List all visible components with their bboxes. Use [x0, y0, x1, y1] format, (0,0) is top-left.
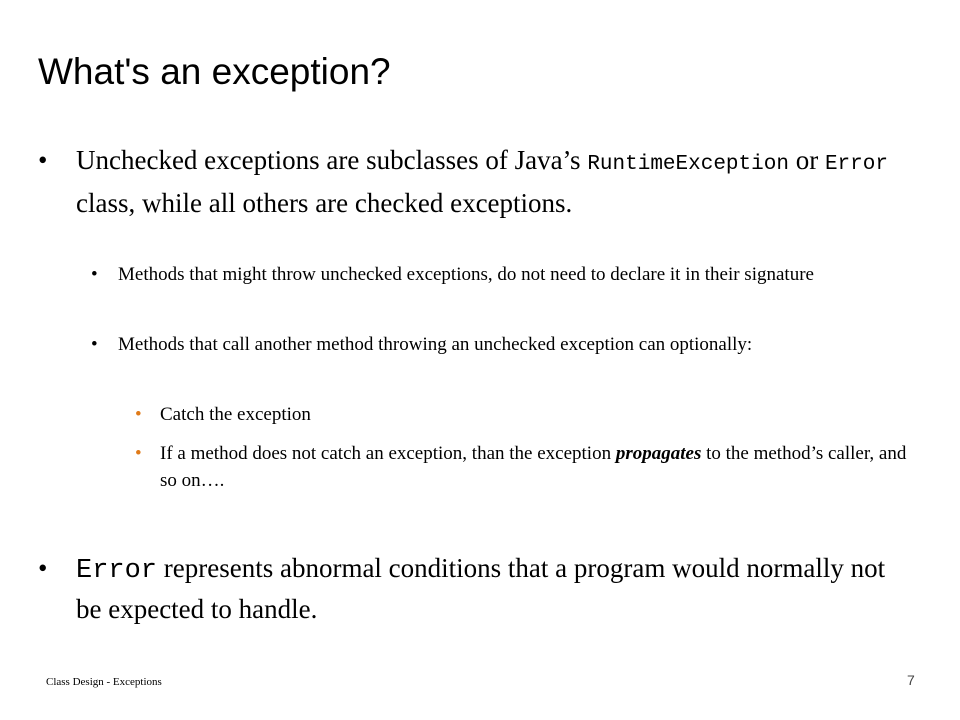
slide-title: What's an exception? [38, 51, 391, 92]
sub-bullet-call-optionally [91, 331, 924, 358]
bullet-icon: • [91, 334, 98, 355]
bullet-icon: • [38, 145, 48, 175]
sub-sub-bullet-propagates [135, 440, 924, 494]
bullet-error-abnormal [38, 549, 890, 628]
bullet-icon: • [38, 553, 48, 583]
sub-bullet-no-declare [91, 261, 924, 288]
bullet-text: Methods that call another method throwing an unchecked exception can optionally: [118, 334, 753, 355]
bullet-text: Catch the exception [160, 404, 311, 425]
code-error: Error [76, 556, 158, 586]
bullet-icon: • [135, 404, 142, 425]
emphasis-propagates: propagates [615, 443, 702, 464]
code-error: Error [824, 153, 888, 176]
code-runtimeexception: RuntimeException [587, 153, 789, 176]
bullet-icon: • [91, 264, 98, 285]
bullet-text: Methods that might throw unchecked exceptions, do not need to declare it in their signature [118, 264, 814, 285]
footer-label: Class Design - Exceptions [46, 676, 162, 688]
sub-sub-bullet-catch [135, 401, 924, 428]
bullet-text: Unchecked exceptions are subclasses of Java’s [76, 145, 588, 175]
bullet-icon: • [135, 443, 142, 464]
bullet-text: represents abnormal conditions that a program would normally not be expected to handle. [76, 553, 886, 624]
bullet-text: class, while all others are checked exceptions. [76, 188, 573, 218]
bullet-text: If a method does not catch an exception, than the exception [160, 443, 616, 464]
bullet-unchecked-exceptions [38, 141, 890, 222]
bullet-text: to the method’s caller, and so on…. [160, 443, 907, 491]
page-number: 7 [907, 672, 915, 688]
bullet-text: or [788, 145, 825, 175]
